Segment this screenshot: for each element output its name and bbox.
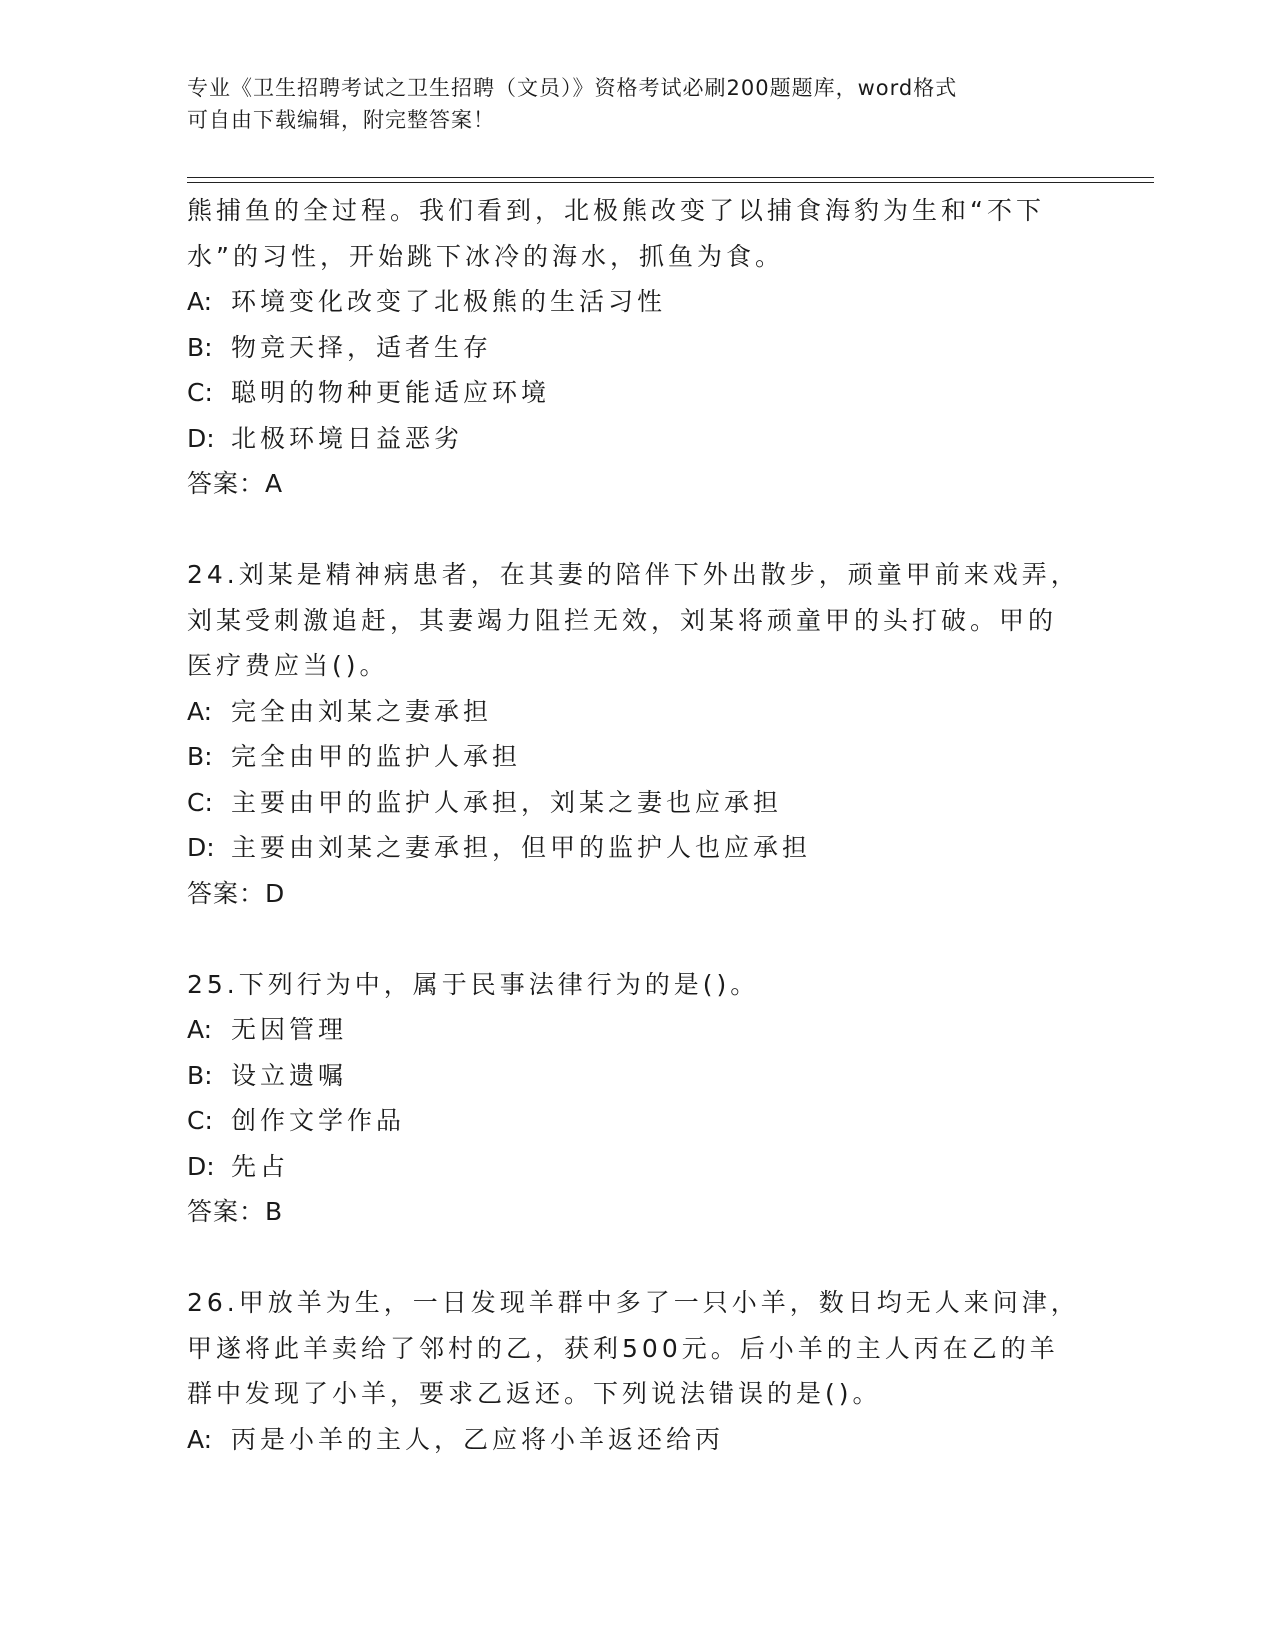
question-text-line: 熊捕鱼的全过程。我们看到，北极熊改变了以捕食海豹为生和“不下: [187, 196, 1045, 225]
option-text: 北极环境日益恶劣: [231, 423, 464, 453]
document-header: [187, 72, 1067, 136]
option-text: 环境变化改变了北极熊的生活习性: [231, 287, 667, 316]
question-24: [187, 552, 1080, 916]
option-text: 主要由甲的监护人承担，刘某之妻也应承担: [231, 787, 783, 817]
spacer: [187, 916, 1067, 962]
option-text: 设立遗嘱: [231, 1060, 348, 1090]
option-letter: A:: [187, 287, 213, 316]
question-text-line: 刘某受刺激追赶，其妻竭力阻拦无效，刘某将顽童甲的头打破。甲的: [187, 605, 1058, 635]
option-d: [187, 416, 1067, 462]
option-letter: B:: [187, 1060, 213, 1090]
option-c: [187, 370, 1067, 416]
question-text-line: 甲遂将此羊卖给了邻村的乙，获利500元。后小羊的主人丙在乙的羊: [187, 1333, 1059, 1363]
option-c: [187, 1098, 1067, 1144]
option-letter: B:: [187, 332, 213, 362]
option-d: [187, 1144, 1067, 1190]
option-a: [187, 1007, 1067, 1053]
option-text: 无因管理: [231, 1015, 348, 1044]
option-text: 主要由刘某之妻承担，但甲的监护人也应承担: [231, 833, 812, 862]
option-letter: B:: [187, 742, 213, 771]
option-letter: D:: [187, 423, 215, 453]
document-body: [187, 188, 1080, 1462]
option-text: 完全由刘某之妻承担: [231, 696, 493, 726]
spacer: [187, 507, 1067, 553]
question-text-line: 24.刘某是精神病患者，在其妻的陪伴下外出散步，顽童甲前来戏弄，: [187, 560, 1080, 589]
question-text-line: 水”的习性，开始跳下冰冷的海水，抓鱼为食。: [187, 241, 784, 271]
option-b: [187, 1053, 1067, 1099]
answer-line: 答案：B: [187, 1197, 284, 1226]
option-text: 聪明的物种更能适应环境: [231, 378, 551, 407]
header-line-1: 专业《卫生招聘考试之卫生招聘（文员）》资格考试必刷200题题库，word格式: [187, 76, 958, 100]
question-25: [187, 962, 1067, 1235]
question-text-line: 26.甲放羊为生，一日发现羊群中多了一只小羊，数日均无人来问津，: [187, 1288, 1080, 1317]
option-letter: A:: [187, 1015, 213, 1044]
option-d: [187, 825, 1067, 871]
option-a: [187, 689, 1067, 735]
option-text: 创作文学作品: [231, 1106, 406, 1135]
option-text: 物竞天择，适者生存: [231, 332, 493, 362]
option-a: [187, 279, 1067, 325]
option-letter: C:: [187, 787, 213, 817]
question-26: [187, 1280, 1080, 1462]
question-23-continuation: [187, 188, 1067, 507]
option-letter: D:: [187, 833, 215, 862]
spacer: [187, 1235, 1067, 1281]
answer-line: 答案：D: [187, 878, 286, 908]
option-letter: A:: [187, 696, 213, 726]
option-letter: C:: [187, 378, 213, 407]
option-text: 先占: [231, 1151, 290, 1181]
header-line-2: 可自由下载编辑，附完整答案！: [187, 108, 495, 132]
option-letter: D:: [187, 1151, 215, 1181]
question-text-line: 医疗费应当()。: [187, 651, 389, 680]
option-c: [187, 780, 1067, 826]
question-text-line: 群中发现了小羊，要求乙返还。下列说法错误的是()。: [187, 1379, 882, 1408]
header-divider-bottom: [187, 182, 1154, 183]
option-text: 丙是小羊的主人，乙应将小羊返还给丙: [231, 1424, 725, 1454]
option-b: [187, 325, 1067, 371]
option-letter: C:: [187, 1106, 213, 1135]
header-divider-top: [187, 177, 1154, 178]
option-letter: A:: [187, 1424, 213, 1454]
answer-line: 答案：A: [187, 469, 284, 498]
option-b: [187, 734, 1067, 780]
option-a: [187, 1417, 1067, 1463]
question-text-line: 25.下列行为中，属于民事法律行为的是()。: [187, 969, 760, 999]
option-text: 完全由甲的监护人承担: [231, 742, 522, 771]
